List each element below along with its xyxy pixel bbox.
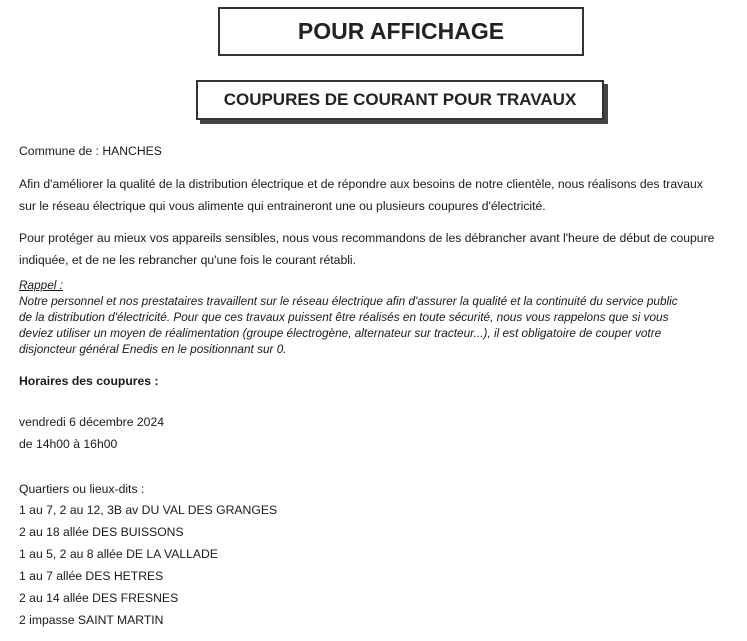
areas-list — [19, 499, 277, 631]
list-item: 2 au 18 allée DES BUISSONS — [19, 525, 184, 539]
subtitle-box — [196, 80, 604, 120]
rappel-block — [19, 277, 678, 357]
list-item: 1 au 7, 2 au 12, 3B av DU VAL DES GRANGES — [19, 503, 278, 517]
commune-line: Commune de : HANCHES — [19, 144, 162, 158]
rappel-line: disjoncteur général Enedis en le positionnant sur 0. — [19, 342, 287, 356]
rappel-label: Rappel : — [19, 278, 63, 292]
rappel-line: Notre personnel et nos prestataires travaillent sur le réseau électrique afin d'assurer la qualité et la continuité du service public — [19, 294, 678, 308]
list-item: 1 au 5, 2 au 8 allée DE LA VALLADE — [19, 547, 218, 561]
rappel-line: deviez utiliser un moyen de réalimentation (groupe électrogène, alternateur sur tracteur...), il est obligatoire de couper votre — [19, 326, 662, 340]
advice-line: indiquée, et de ne les rebrancher qu'une fois le courant rétabli. — [19, 253, 357, 267]
advice-paragraph — [19, 227, 714, 271]
schedule-time: de 14h00 à 16h00 — [19, 437, 118, 451]
page-subtitle: COUPURES DE COURANT POUR TRAVAUX — [223, 90, 577, 109]
list-item: 2 impasse SAINT MARTIN — [19, 613, 164, 627]
list-item: 2 au 14 allée DES FRESNES — [19, 591, 179, 605]
page-title: POUR AFFICHAGE — [297, 18, 505, 44]
title-box — [218, 7, 584, 56]
intro-line: sur le réseau électrique qui vous alimente qui entraineront une ou plusieurs coupures d'électricité. — [19, 199, 546, 213]
schedule-heading: Horaires des coupures : — [19, 374, 159, 388]
advice-line: Pour protéger au mieux vos appareils sensibles, nous vous recommandons de les débrancher avant l'heure de début de coupure — [19, 231, 715, 245]
areas-heading: Quartiers ou lieux-dits : — [19, 482, 145, 496]
schedule-date: vendredi 6 décembre 2024 — [19, 415, 164, 429]
rappel-line: de la distribution d'électricité. Pour que ces travaux puissent être réalisés en toute sécurité, nous vous rappelons que si vous — [19, 310, 669, 324]
intro-paragraph — [19, 173, 703, 217]
list-item: 1 au 7 allée DES HETRES — [19, 569, 164, 583]
intro-line: Afin d'améliorer la qualité de la distribution électrique et de répondre aux besoins de notre clientèle, nous réalisons des travaux — [19, 177, 703, 191]
